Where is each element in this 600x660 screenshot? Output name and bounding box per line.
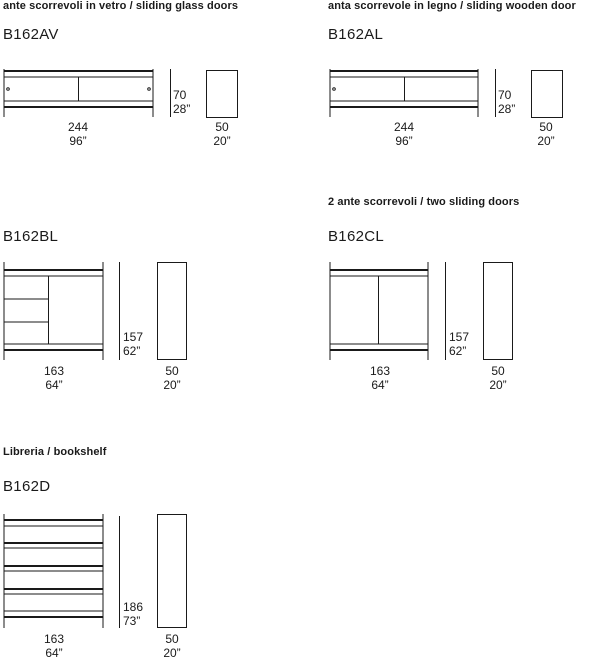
section-header-wood: anta scorrevole in legno / sliding wooden door (328, 0, 576, 12)
section-header-glass: ante scorrevoli in vetro / sliding glass doors (3, 0, 239, 12)
depth-label-b162bl: 50 20” (163, 364, 181, 392)
product-code-b162d: B162D (3, 478, 51, 495)
width-label-b162bl: 163 64” (43, 364, 65, 392)
width-label-b162cl: 163 64” (369, 364, 391, 392)
section-header-bookshelf: Libreria / bookshelf (3, 446, 107, 458)
side-view-b162d (158, 515, 187, 628)
product-code-b162al: B162AL (328, 26, 384, 43)
height-label-b162av: 70 28” (173, 88, 191, 116)
height-label-b162bl: 157 62” (123, 330, 144, 358)
front-view-b162d (4, 514, 103, 628)
depth-label-b162al: 50 20” (537, 120, 555, 148)
depth-label-b162av: 50 20” (213, 120, 231, 148)
depth-label-b162cl: 50 20” (489, 364, 507, 392)
height-label-b162d: 186 73” (123, 600, 144, 628)
width-label-b162av: 244 96” (67, 120, 89, 148)
product-code-b162av: B162AV (3, 26, 59, 43)
width-label-b162al: 244 96” (393, 120, 415, 148)
height-label-b162al: 70 28” (498, 88, 516, 116)
height-label-b162cl: 157 62” (449, 330, 470, 358)
depth-label-b162d: 50 20” (163, 632, 181, 660)
product-code-b162bl: B162BL (3, 228, 59, 245)
section-header-two-doors: 2 ante scorrevoli / two sliding doors (328, 196, 520, 208)
width-label-b162d: 163 64” (43, 632, 65, 660)
product-code-b162cl: B162CL (328, 228, 385, 245)
